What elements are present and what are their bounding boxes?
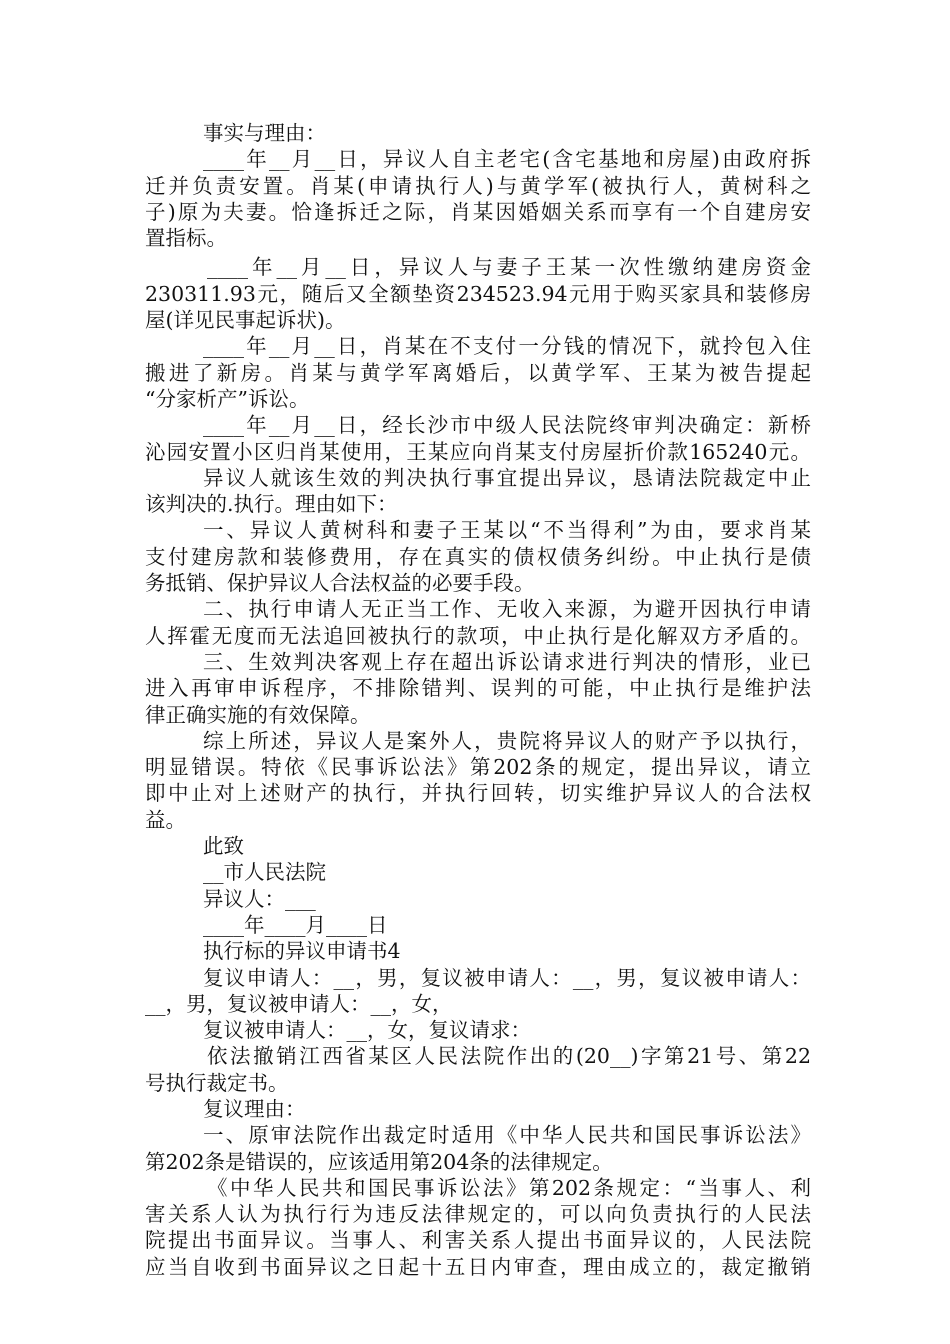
text-line: ____年__月__日，经长沙市中级人民法院终审判决确定：新桥 [203, 413, 811, 438]
text-line: 务抵销、保护异议人合法权益的必要手段。 [145, 571, 535, 596]
text-line: 230311.93元，随后又全额垫资234523.94元用于购买家具和装修房 [145, 281, 811, 306]
text-line: 屋(详见民事起诉状)。 [145, 308, 346, 333]
text-line: 依法撤销江西省某区人民法院作出的(20__)字第21号、第22 [207, 1044, 811, 1069]
text-line: 第202条是错误的，应该适用第204条的法律规定。 [145, 1149, 613, 1174]
text-line: 复议申请人：__，男，复议被申请人：__，男，复议被申请人： [203, 965, 811, 990]
text-line: 即中止对上述财产的执行，并执行回转，切实维护异议人的合法权 [145, 781, 811, 806]
text-line: ____年__月__日，肖某在不支付一分钱的情况下，就拎包入住 [203, 334, 811, 359]
signatory: 异议人：___ [203, 886, 316, 911]
document-body [145, 120, 811, 1280]
text-line: 害关系人认为执行行为违反法律规定的，可以向负责执行的人民法 [145, 1202, 811, 1227]
text-line: “分家析产”诉讼。 [145, 386, 310, 411]
text-line: 《中华人民共和国民事诉讼法》第202条规定：“当事人、利 [207, 1175, 811, 1200]
text-line: 沁园安置小区归肖某使用，王某应向肖某支付房屋折价款165240元。 [145, 439, 811, 464]
text-line: 院提出书面异议。当事人、利害关系人提出书面异议的，人民法院 [145, 1228, 811, 1253]
closing-salutation: 此致 [203, 834, 244, 859]
text-line: 进入再审申诉程序，不排除错判、误判的可能，中止执行是维护法 [145, 676, 811, 701]
text-line: ____年__月__日，异议人与妻子王某一次性缴纳建房资金 [207, 255, 811, 280]
section-heading: 事实与理由： [203, 121, 326, 145]
text-line: 二、执行申请人无正当工作、无收入来源，为避开因执行申请 [203, 597, 811, 622]
text-line: 一、原审法院作出裁定时适用《中华人民共和国民事诉讼法》 [203, 1123, 811, 1148]
text-line: ____年__月__日，异议人自主老宅(含宅基地和房屋)由政府拆 [203, 147, 811, 172]
text-line: 迁并负责安置。肖某(申请执行人)与黄学军(被执行人，黄树科之 [145, 173, 811, 198]
text-line: 人挥霍无度而无法追回被执行的款项，中止执行是化解双方矛盾的。 [145, 623, 811, 648]
text-line: 综上所述，异议人是案外人，贵院将异议人的财产予以执行， [203, 728, 811, 753]
text-line: 益。 [145, 807, 186, 832]
text-line: 明显错误。特依《民事诉讼法》第202条的规定，提出异议，请立 [145, 755, 811, 780]
court-name: __市人民法院 [203, 860, 326, 885]
text-line: 应当自收到书面异议之日起十五日内审查，理由成立的，裁定撤销 [145, 1254, 811, 1279]
text-line: 号执行裁定书。 [145, 1070, 289, 1095]
date-line: ____年____月____日 [203, 912, 388, 937]
text-line: 支付建房款和装修费用，存在真实的债权债务纠纷。中止执行是债 [145, 544, 811, 569]
text-line: 子)原为夫妻。恰逢拆迁之际，肖某因婚姻关系而享有一个自建房安 [145, 199, 811, 224]
text-line: __，男，复议被申请人：__，女， [145, 991, 453, 1016]
text-line: 搬进了新房。肖某与黄学军离婚后，以黄学军、王某为被告提起 [145, 360, 811, 385]
text-line: 三、生效判决客观上存在超出诉讼请求进行判决的情形，业已 [203, 649, 811, 674]
text-line: 一、异议人黄树科和妻子王某以“不当得利”为由，要求肖某 [203, 518, 811, 543]
text-line: 复议被申请人：__，女，复议请求： [203, 1018, 531, 1043]
document-title: 执行标的异议申请书4 [203, 939, 401, 964]
text-line: 异议人就该生效的判决执行事宜提出异议，恳请法院裁定中止 [203, 465, 811, 490]
text-line: 律正确实施的有效保障。 [145, 702, 371, 727]
section-heading: 复议理由： [203, 1096, 306, 1121]
text-line: 置指标。 [145, 226, 227, 251]
text-line: 该判决的.执行。理由如下： [145, 492, 398, 517]
